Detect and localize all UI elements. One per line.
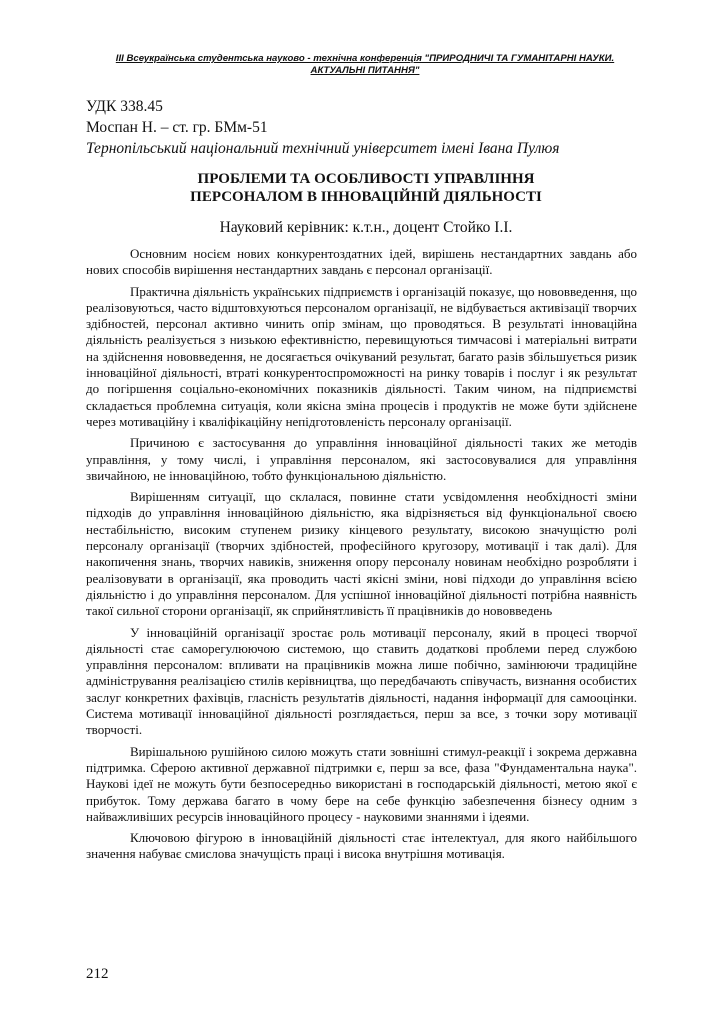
article-body [86, 246, 637, 863]
author-line: Моспан Н. – ст. гр. БМм-51 [86, 119, 268, 136]
title-line-2: ПЕРСОНАЛОМ В ІННОВАЦІЙНІЙ ДІЯЛЬНОСТІ [190, 189, 542, 205]
conference-header-line-1: ІІІ Всеукраїнська студентська науково - технічна конференція "ПРИРОДНИЧІ ТА ГУМАНІТАРНІ НАУКИ. [115, 53, 615, 64]
article-meta [86, 96, 646, 159]
title-line-1: ПРОБЛЕМИ ТА ОСОБЛИВОСТІ УПРАВЛІННЯ [197, 171, 535, 187]
page-number: 212 [86, 966, 109, 982]
udc-code: УДК 338.45 [86, 98, 163, 115]
conference-header [86, 53, 644, 77]
affiliation: Тернопільський національний технічний університет імені Івана Пулюя [86, 140, 560, 157]
paragraph: У інноваційній організації зростає роль мотивації персоналу, який в процесі творчої діяльності стає саморегулюючою системою, що ставить додаткові проблеми перед службою управління персоналом: впливати на працівників можна лише побічно, замінюючи традиційне адміністрування реалізацією стилів керівництва, що передбачають співучасть, визнання особистих заслуг конкретних фахівців, гласність результатів діяльності, надання інформації для самооцінки. Система мотивації інноваційної діяльності розглядається, перш за все, з точки зору мотивації творчості. [86, 624, 637, 738]
paragraph: Вирішенням ситуації, що склалася, повинне стати усвідомлення необхідності зміни підходів до управління інноваційною діяльністю, яка відрізняється від функціональної своєю нестабільністю, високим ступенем ризику кінцевого результату, високою значущістю ролі персоналу організації (творчих здібностей, професійного кругозору, мотивації і так далі). Для накопичення знань, творчих навиків, зниження опору персоналу новинам необхідно розробляти і реалізовувати в організації, яка проводить часті якісні зміни, нові підходи до управління всією діяльністю і до управління персоналом. Для успішної інноваційної діяльності потрібна наявність такої сильної сторони організації, як сприйнятливість її працівників до нововведень [86, 489, 637, 619]
paragraph: Вирішальною рушійною силою можуть стати зовнішні стимул-реакції і зокрема державна підтримка. Сферою активної державної підтримки є, перш за все, фаза "Фундаментальна наука". Наукові ідеї не можуть бути безпосередньо використані в господарській діяльності, метою якої є прибуток. Тому держава багато в чому бере на себе функцію забезпечення бізнесу одним з найважливіших ресурсів інноваційного процесу - науковими знаннями і ідеями. [86, 743, 637, 824]
paragraph: Практична діяльність українських підприємств і організацій показує, що нововведення, що реалізовуються, часто відштовхуються персоналом організації, не відбувається активізації творчих здібностей, персонал активно чинить опір змінам, що проводяться. В результаті інноваційна діяльність реалізується з низькою ефективністю, перевищуються тимчасові і матеріальні витрати на здійснення нововведення, не досягається очікуваний результат, багато разів збільшується ризик інноваційної діяльності, втраті конкурентоспроможності на ринку товарів і послуг і як результат до погіршення соціально-економічних показників діяльності. Таким чином, на підприємстві складається проблемна ситуація, коли якісна зміна процесів і продуктів не може бути здійснене через мотиваційну і кваліфікаційну непідготовленість персоналу організації. [86, 283, 637, 429]
article-title [86, 170, 646, 206]
supervisor-line: Науковий керівник: к.т.н., доцент Стойко І.І. [219, 219, 513, 236]
paragraph: Ключовою фігурою в інноваційній діяльності стає інтелектуал, для якого найбільшого значення набуває смислова значущість праці і висока внутрішня мотивація. [86, 830, 637, 862]
conference-header-line-2: АКТУАЛЬНІ ПИТАННЯ" [310, 65, 420, 76]
paragraph: Основним носієм нових конкурентоздатних ідей, вирішень нестандартних завдань або нових способів вирішення нестандартних завдань є персонал організації. [86, 246, 637, 278]
paragraph: Причиною є застосування до управління інноваційної діяльності таких же методів управління, у тому числі, і управління персоналом, які застосовувалися для управління звичайною, не інноваційною, тобто функціональною діяльністю. [86, 435, 637, 483]
